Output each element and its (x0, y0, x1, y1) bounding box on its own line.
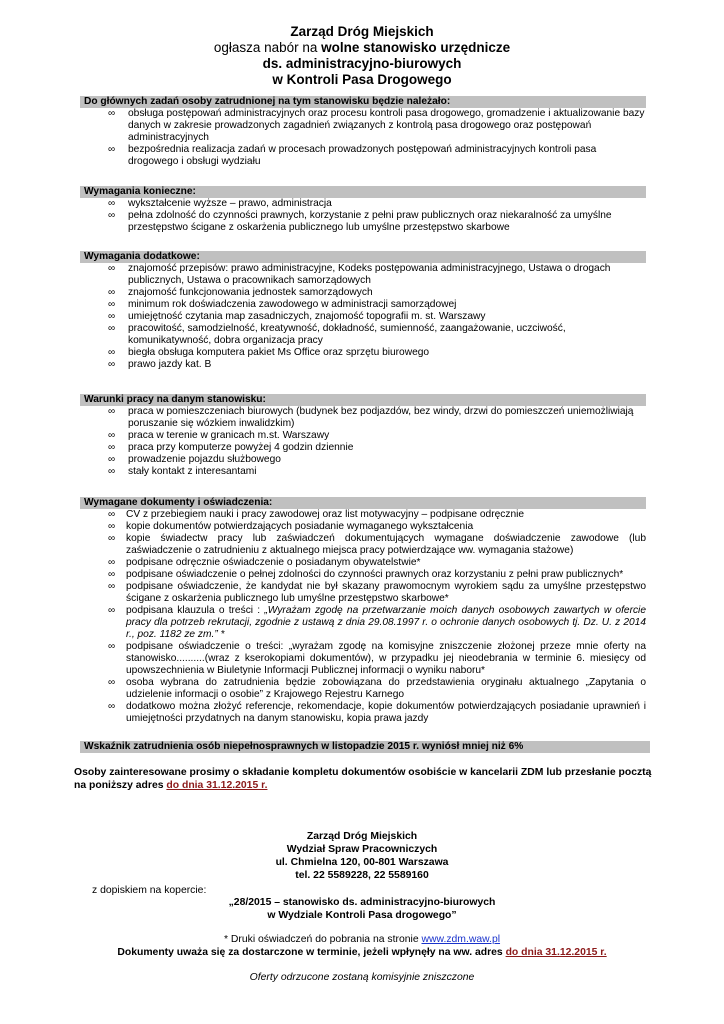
list-item: ∞ kopie dokumentów potwierdzających posiadanie wymaganego wykształcenia (108, 521, 474, 532)
infinity-bullet-icon: ∞ (108, 509, 116, 520)
infinity-bullet-icon: ∞ (108, 521, 116, 532)
infinity-bullet-icon: ∞ (108, 108, 116, 119)
infinity-bullet-icon: ∞ (108, 406, 116, 417)
list-item: ∞ podpisane oświadczenie o treści: „wyrażam zgodę na komisyjne zniszczenie złożonej przeze mnie oferty na stanowisko..........(wraz z kserokopiami dokumentów), w przypadku jej nieodebrania w terminie 6. miesięcy od upowszechnienia w Biuletynie Informacji Publicznej informacji o wyniku naboru* (108, 641, 646, 676)
list-item: ∞ podpisane oświadczenie, że kandydat nie był skazany prawomocnym wyrokiem sądu za umyślne przestępstwo ścigane z oskarżenia publicznego lub umyślne przestępstwo skarbowe* (108, 581, 646, 604)
infinity-bullet-icon: ∞ (108, 454, 116, 465)
list-item: ∞ CV z przebiegiem nauki i pracy zawodowej oraz list motywacyjny – podpisane odręcznie (108, 509, 525, 520)
list-item: ∞ osoba wybrana do zatrudnienia będzie zobowiązana do przedstawienia oryginału aktualnego „Zapytania o udzielenie informacji o osobie” z Krajowego Rejestru Karnego (108, 677, 646, 700)
list-item: ∞ umiejętność czytania map zasadniczych, znajomość topografii m. st. Warszawy (108, 311, 486, 322)
infinity-bullet-icon: ∞ (108, 198, 116, 209)
infinity-bullet-icon: ∞ (108, 311, 116, 322)
list-item: ∞ znajomość funkcjonowania jednostek samorządowych (108, 287, 373, 298)
list-item: ∞ podpisane odręcznie oświadczenie o posiadanym obywatelstwie* (108, 557, 421, 568)
list-item: ∞ znajomość przepisów: prawo administracyjne, Kodeks postępowania administracyjnego, Ustawa o drogach publicznych, Ustawa o pracownikach samorządowych (108, 263, 611, 286)
infinity-bullet-icon: ∞ (108, 466, 116, 477)
bullet-list (80, 406, 646, 478)
list-item: ∞ kopie świadectw pracy lub zaświadczeń dokumentujących wymagane doświadczenie zawodowe (lub zaświadczenie o zatrudnieniu z aktualnego miejsca pracy potwierdzające ww. wymagania stażowe) (108, 533, 646, 556)
section-documents (80, 497, 646, 725)
section-duties (80, 96, 646, 168)
infinity-bullet-icon: ∞ (108, 263, 116, 274)
infinity-bullet-icon: ∞ (108, 533, 116, 544)
mailing-address: Zarząd Dróg Miejskich Wydział Spraw Pracowniczych ul. Chmielna 120, 00-801 Warszawa tel. 22 5589228, 22 5589160 (275, 831, 449, 881)
application-request: Osoby zainteresowane prosimy o składanie kompletu dokumentów osobiście w kancelarii ZDM lub przesłanie pocztą na poniższy adres do dnia 31.12.2015 r. (74, 767, 652, 791)
infinity-bullet-icon: ∞ (108, 210, 116, 221)
document-header (0, 24, 724, 88)
list-item: ∞ pełna zdolność do czynności prawnych, korzystanie z pełni praw publicznych oraz niekaralność za umyślne przestępstwo ścigane z oskarżenia publicznego lub umyślne przestępstwo skarbowe (108, 210, 612, 233)
infinity-bullet-icon: ∞ (108, 299, 116, 310)
section-title: Warunki pracy na danym stanowisku: (80, 394, 646, 406)
list-item: ∞ wykształcenie wyższe – prawo, administracja (108, 198, 332, 209)
infinity-bullet-icon: ∞ (108, 677, 116, 688)
section-additional (80, 251, 646, 371)
consent-clause: „Wyrażam zgodę na przetwarzanie moich danych osobowych zawartych w ofercie pracy dla potrzeb rekrutacji, zgodnie z ustawą z dnia 29.08.1997 r. o ochronie danych osobowych tj. Dz. U. z 2014 r., poz. 1182 ze zm.” * (126, 605, 646, 640)
header-department: w Kontroli Pasa Drogowego (272, 72, 452, 87)
envelope-note: z dopiskiem na kopercie: (92, 885, 207, 896)
rejected-offers-note: Oferty odrzucone zostaną komisyjnie zniszczone (249, 972, 475, 983)
list-item: ∞ stały kontakt z interesantami (108, 466, 257, 477)
section-conditions (80, 394, 646, 478)
list-item: ∞ praca w terenie w granicach m.st. Warszawy (108, 430, 330, 441)
list-item: ∞ praca przy komputerze powyżej 4 godzin dziennie (108, 442, 354, 453)
list-item: ∞ prowadzenie pojazdu służbowego (108, 454, 281, 465)
infinity-bullet-icon: ∞ (108, 287, 116, 298)
infinity-bullet-icon: ∞ (108, 347, 116, 358)
bullet-list (80, 108, 646, 168)
envelope-subject: „28/2015 – stanowisko ds. administracyjno-biurowych w Wydziale Kontroli Pasa drogowego” (228, 897, 496, 921)
infinity-bullet-icon: ∞ (108, 557, 116, 568)
infinity-bullet-icon: ∞ (108, 569, 116, 580)
list-item: ∞ praca w pomieszczeniach biurowych (budynek bez podjazdów, bez windy, drzwi do pomieszczeń uniemożliwiają poruszanie się wózkiem inwalidzkim) (108, 406, 634, 429)
section-title: Wymagane dokumenty i oświadczenia: (80, 497, 646, 509)
list-item: ∞ biegła obsługa komputera pakiet Ms Office oraz sprzętu biurowego (108, 347, 430, 358)
section-required (80, 186, 646, 234)
list-item: ∞ pracowitość, samodzielność, kreatywność, dokładność, sumienność, zaangażowanie, uczciwość, komunikatywność, dobra organizacja pracy (108, 323, 566, 346)
header-announcement: ogłasza nabór na wolne stanowisko urzędnicze (213, 40, 511, 55)
section-title: Wymagania konieczne: (80, 186, 646, 198)
disability-employment-indicator: Wskaźnik zatrudnienia osób niepełnosprawnych w listopadzie 2015 r. wyniósł mniej niż 6% (80, 741, 650, 753)
deadline-text: do dnia 31.12.2015 r. (505, 947, 607, 958)
delivery-deadline-note: Dokumenty uważa się za dostarczone w terminie, jeżeli wpłynęły na ww. adres do dnia 31.12.2015 r. (117, 947, 607, 958)
list-item: ∞ prawo jazdy kat. B (108, 359, 212, 370)
bullet-list (80, 263, 646, 371)
header-position: ds. administracyjno-biurowych (262, 56, 462, 71)
infinity-bullet-icon: ∞ (108, 641, 116, 652)
deadline-text: do dnia 31.12.2015 r. (166, 780, 268, 791)
list-item: ∞ podpisana klauzula o treści : „Wyrażam zgodę na przetwarzanie moich danych osobowych zawartych w ofercie pracy dla potrzeb rekrutacji, zgodnie z ustawą z dnia 29.08.1997 r. o ochronie danych osobowych tj. Dz. U. z 2014 r., poz. 1182 ze zm.” * (108, 605, 646, 640)
list-item: ∞ dodatkowo można złożyć referencje, rekomendacje, kopie dokumentów potwierdzających posiadanie uprawnień i umiejętności przydatnych na danym stanowisku, kopia prawa jazdy (108, 701, 646, 724)
list-item: ∞ obsługa postępowań administracyjnych oraz procesu kontroli pasa drogowego, gromadzenie i aktualizowanie bazy danych w zakresie prowadzonych zagadnień związanych z kontrolą pasa drogowego oraz postępowań administracyjnych (108, 108, 645, 143)
infinity-bullet-icon: ∞ (108, 581, 116, 592)
infinity-bullet-icon: ∞ (108, 430, 116, 441)
section-title: Wymagania dodatkowe: (80, 251, 646, 263)
list-item: ∞ podpisane oświadczenie o pełnej zdolności do czynności prawnych oraz korzystaniu z pełni praw publicznych* (108, 569, 624, 580)
infinity-bullet-icon: ∞ (108, 442, 116, 453)
section-title: Do głównych zadań osoby zatrudnionej na tym stanowisku będzie należało: (80, 96, 646, 108)
bullet-list (80, 198, 646, 234)
infinity-bullet-icon: ∞ (108, 359, 116, 370)
infinity-bullet-icon: ∞ (108, 701, 116, 712)
header-org: Zarząd Dróg Miejskich (290, 24, 434, 39)
list-item: ∞ minimum rok doświadczenia zawodowego w administracji samorządowej (108, 299, 457, 310)
website-link[interactable]: www.zdm.waw.pl (421, 934, 501, 945)
infinity-bullet-icon: ∞ (108, 605, 116, 616)
infinity-bullet-icon: ∞ (108, 323, 116, 334)
infinity-bullet-icon: ∞ (108, 144, 116, 155)
list-item: ∞ bezpośrednia realizacja zadań w procesach prowadzonych postępowań administracyjnych kontroli pasa drogowego i obsługi wydziału (108, 144, 597, 167)
forms-download-note: * Druki oświadczeń do pobrania na stronie www.zdm.waw.pl (223, 934, 501, 945)
bullet-list (80, 509, 646, 725)
